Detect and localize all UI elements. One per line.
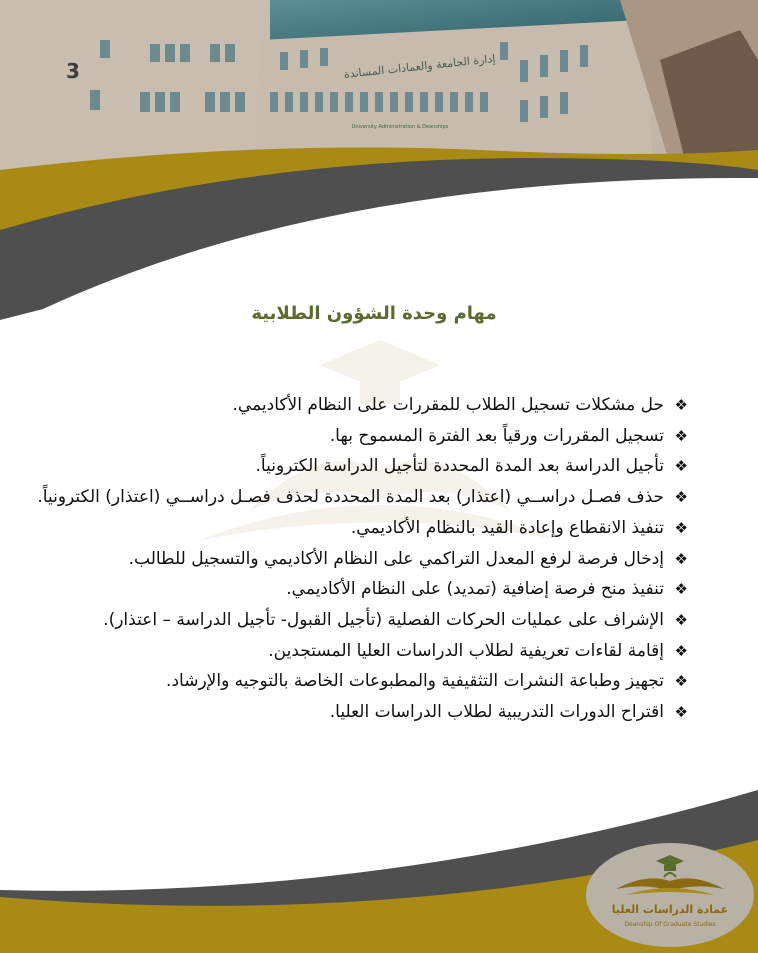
- task-text: إقامة لقاءات تعريفية لطلاب الدراسات العليا المستجدين.: [268, 640, 664, 661]
- tasks-list: [8, 390, 688, 728]
- task-text: الإشراف على عمليات الحركات الفصلية (تأجيل القبول- تأجيل الدراسة – اعتذار).: [103, 609, 664, 630]
- diamond-bullet-icon: ❖: [674, 518, 688, 537]
- task-item: [8, 544, 688, 575]
- logo-english-text: Deanship Of Graduate Studies: [624, 921, 716, 928]
- building-sign-english: University Administration & Deanships: [351, 124, 449, 130]
- logo-arabic-text: عمادة الدراسات العليا: [611, 903, 729, 916]
- diamond-bullet-icon: ❖: [674, 641, 688, 660]
- diamond-bullet-icon: ❖: [674, 580, 688, 599]
- diamond-bullet-icon: ❖: [674, 672, 688, 691]
- deanship-logo: [586, 843, 754, 947]
- building-number: 3: [66, 59, 80, 83]
- building-sign-arabic: إدارة الجامعة والعمادات المساندة: [343, 52, 496, 81]
- task-item: [8, 605, 688, 636]
- task-item: [8, 574, 688, 605]
- task-text: حذف فصـل دراســي (اعتذار) بعد المدة المحددة لحذف فصـل دراســي (اعتذار) الكترونياً.: [37, 487, 664, 508]
- diamond-bullet-icon: ❖: [674, 549, 688, 568]
- task-item: [8, 513, 688, 544]
- task-item: [8, 482, 688, 513]
- diamond-bullet-icon: ❖: [674, 457, 688, 476]
- task-item: [8, 697, 688, 728]
- task-item: [8, 636, 688, 667]
- diamond-bullet-icon: ❖: [674, 488, 688, 507]
- task-text: اقتراح الدورات التدريبية لطلاب الدراسات العليا.: [329, 702, 664, 723]
- task-text: تأجيل الدراسة بعد المدة المحددة لتأجيل الدراسة الكترونياً.: [255, 456, 664, 477]
- task-item: [8, 390, 688, 421]
- task-item: [8, 451, 688, 482]
- task-text: تنفيذ منح فرصة إضافية (تمديد) على النظام الأكاديمي.: [286, 579, 664, 600]
- diamond-bullet-icon: ❖: [674, 703, 688, 722]
- page-title: مهام وحدة الشؤون الطلابية: [251, 303, 497, 324]
- task-item: [8, 666, 688, 697]
- diamond-bullet-icon: ❖: [674, 396, 688, 414]
- task-item: [8, 421, 688, 452]
- task-text: تجهيز وطباعة النشرات التثقيفية والمطبوعات الخاصة بالتوجيه والإرشاد.: [166, 671, 664, 692]
- task-text: تسجيل المقررات ورقياً بعد الفترة المسموح بها.: [329, 425, 664, 446]
- diamond-bullet-icon: ❖: [674, 610, 688, 629]
- task-text: تنفيذ الانقطاع وإعادة القيد بالنظام الأكاديمي.: [350, 517, 664, 538]
- diamond-bullet-icon: ❖: [674, 426, 688, 445]
- task-text: حل مشكلات تسجيل الطلاب للمقررات على النظام الأكاديمي.: [232, 395, 664, 415]
- task-text: إدخال فرصة لرفع المعدل التراكمي على النظام الأكاديمي والتسجيل للطالب.: [128, 548, 664, 569]
